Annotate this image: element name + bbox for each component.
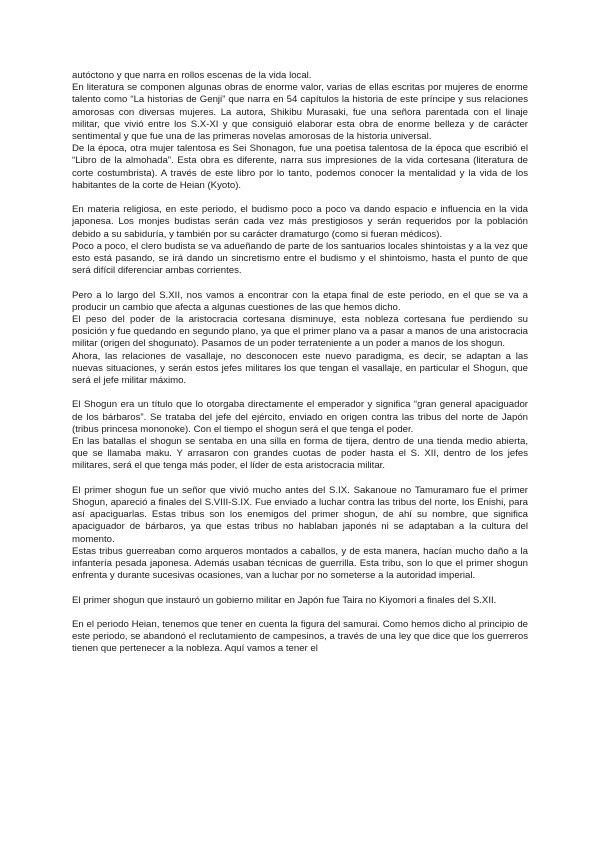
section-final-stage (72, 290, 528, 388)
paragraph: En materia religiosa, en este periodo, el budismo poco a poco va dando espacio e influencia en la vida japonesa. Los monjes budistas serán cada vez más prestigiosos y serán requeridos por la población debido a su sabiduría, y también por su carácter dramaturgo (como si fueran médicos). (72, 204, 528, 240)
paragraph-gap (72, 473, 528, 485)
section-first-shogun (72, 485, 528, 583)
paragraph: En las batallas el shogun se sentaba en una silla en forma de tijera, dentro de una tienda medio abierta, que se llamaba maku. Y arrasaron con grandes cuotas de poder hasta el S. XII, dentro de los jefes militares, será el que tenga más poder, el líder de esta aristocracia militar. (72, 436, 528, 472)
document-page (72, 70, 528, 656)
paragraph: El primer shogun fue un señor que vivió mucho antes del S.IX. Sakanoue no Tamuramaro fue el primer Shogun, apareció a finales del S.VIII-S.IX. Fue enviado a luchar contra las tribus del norte, los Enishi, para así apaciguarlas. Estas tribus son los enemigos del primer shogun, de ahí su nombre, que significa apaciguador de bárbaros, ya que estas tribus no hablaban japonés ni se adaptaban a la cultura del momento. (72, 484, 528, 545)
section-religion (72, 204, 528, 277)
paragraph: autóctono y que narra en rollos escenas de la vida local. (72, 70, 312, 81)
section-samurai (72, 619, 528, 656)
paragraph: Estas tribus guerreaban como arqueros montados a caballos, y de esta manera, hacían mucho daño a la infantería pesada japonesa. Además usaban técnicas de guerrilla. Esta tribu, son lo que el primer shogun enfrenta y durante sucesivas ocasiones, van a luchar por no someterse a la autoridad imperial. (72, 545, 528, 582)
paragraph: De la época, otra mujer talentosa es Sei Shonagon, fue una poetisa talentosa de la época que escribió el “Libro de la almohada”. Esta obra es diferente, narra sus impresiones de la vida cortesana (literatura de corte costumbrista). A través de este libro por lo tanto, podemos conocer la mentalidad y la vida de los habitantes de la corte de Heian (Kyoto). (72, 143, 528, 191)
paragraph: En literatura se componen algunas obras de enorme valor, varias de ellas escritas por mujeres de enorme talento como “La historias de Genji” que narra en 54 capítulos la historia de este príncipe y sus relaciones amorosas con diversas mujeres. La autora, Shikibu Murasaki, fue una señora parentada con el linaje militar, que vivió entre los S.X-XI y que consiguió elaborar esta obra de enorme belleza y de carácter sentimental y que fue una de las primeras novelas amorosas de la historia universal. (72, 82, 528, 143)
paragraph-gap (72, 607, 528, 619)
paragraph: El Shogun era un título que lo otorgaba directamente el emperador y significa “gran general apaciguador de los bárbaros”. Se trataba del jefe del ejército, enviado en origen contra las tribus del norte de Japón (tribus princesa mononoke). Con el tiempo el shogun será el que tenga el poder. (72, 399, 528, 435)
paragraph: Ahora, las relaciones de vasallaje, no desconocen este nuevo paradigma, es decir, se adaptan a las nuevas situaciones, y serán estos jefes militares los que tengan el vasallaje, en particular el Shogun, que será el jefe militar máximo. (72, 350, 528, 387)
paragraph-gap (72, 277, 528, 289)
paragraph-gap (72, 582, 528, 594)
section-literature (72, 70, 528, 192)
section-shogun-title (72, 399, 528, 472)
paragraph: El primer shogun que instauró un gobierno militar en Japón fue Taira no Kiyomori a finales del S.XII. (72, 594, 497, 606)
paragraph-gap (72, 192, 528, 204)
paragraph: El peso del poder de la aristocracia cortesana disminuye, esta nobleza cortesana fue perdiendo su posición y fue quedando en segundo plano, ya que el primer plano va a pasar a manos de una aristocracia militar (origen del shogunato). Pasamos de un poder terrateniente a un poder a manos de los shogun. (72, 314, 528, 350)
paragraph-gap (72, 387, 528, 399)
section-military-government (72, 595, 528, 607)
paragraph: En el periodo Heian, tenemos que tener en cuenta la figura del samurai. Como hemos dicho al principio de este periodo, se abandonó el reclutamiento de campesinos, a través de una ley que dice que los guerreros tienen que pertenecer a la nobleza. Aquí vamos a tener el (72, 619, 528, 655)
paragraph: Pero a lo largo del S.XII, nos vamos a encontrar con la etapa final de este periodo, en el que se va a producir un cambio que afecta a algunas cuestiones de las que hemos dicho. (72, 289, 528, 313)
paragraph: Poco a poco, el clero budista se va adueñando de parte de los santuarios locales shintoistas y a la vez que esto está pasando, se irá dando un sincretismo entre el budismo y el shintoismo, hasta el punto de que será difícil diferenciar ambas corrientes. (72, 240, 528, 277)
